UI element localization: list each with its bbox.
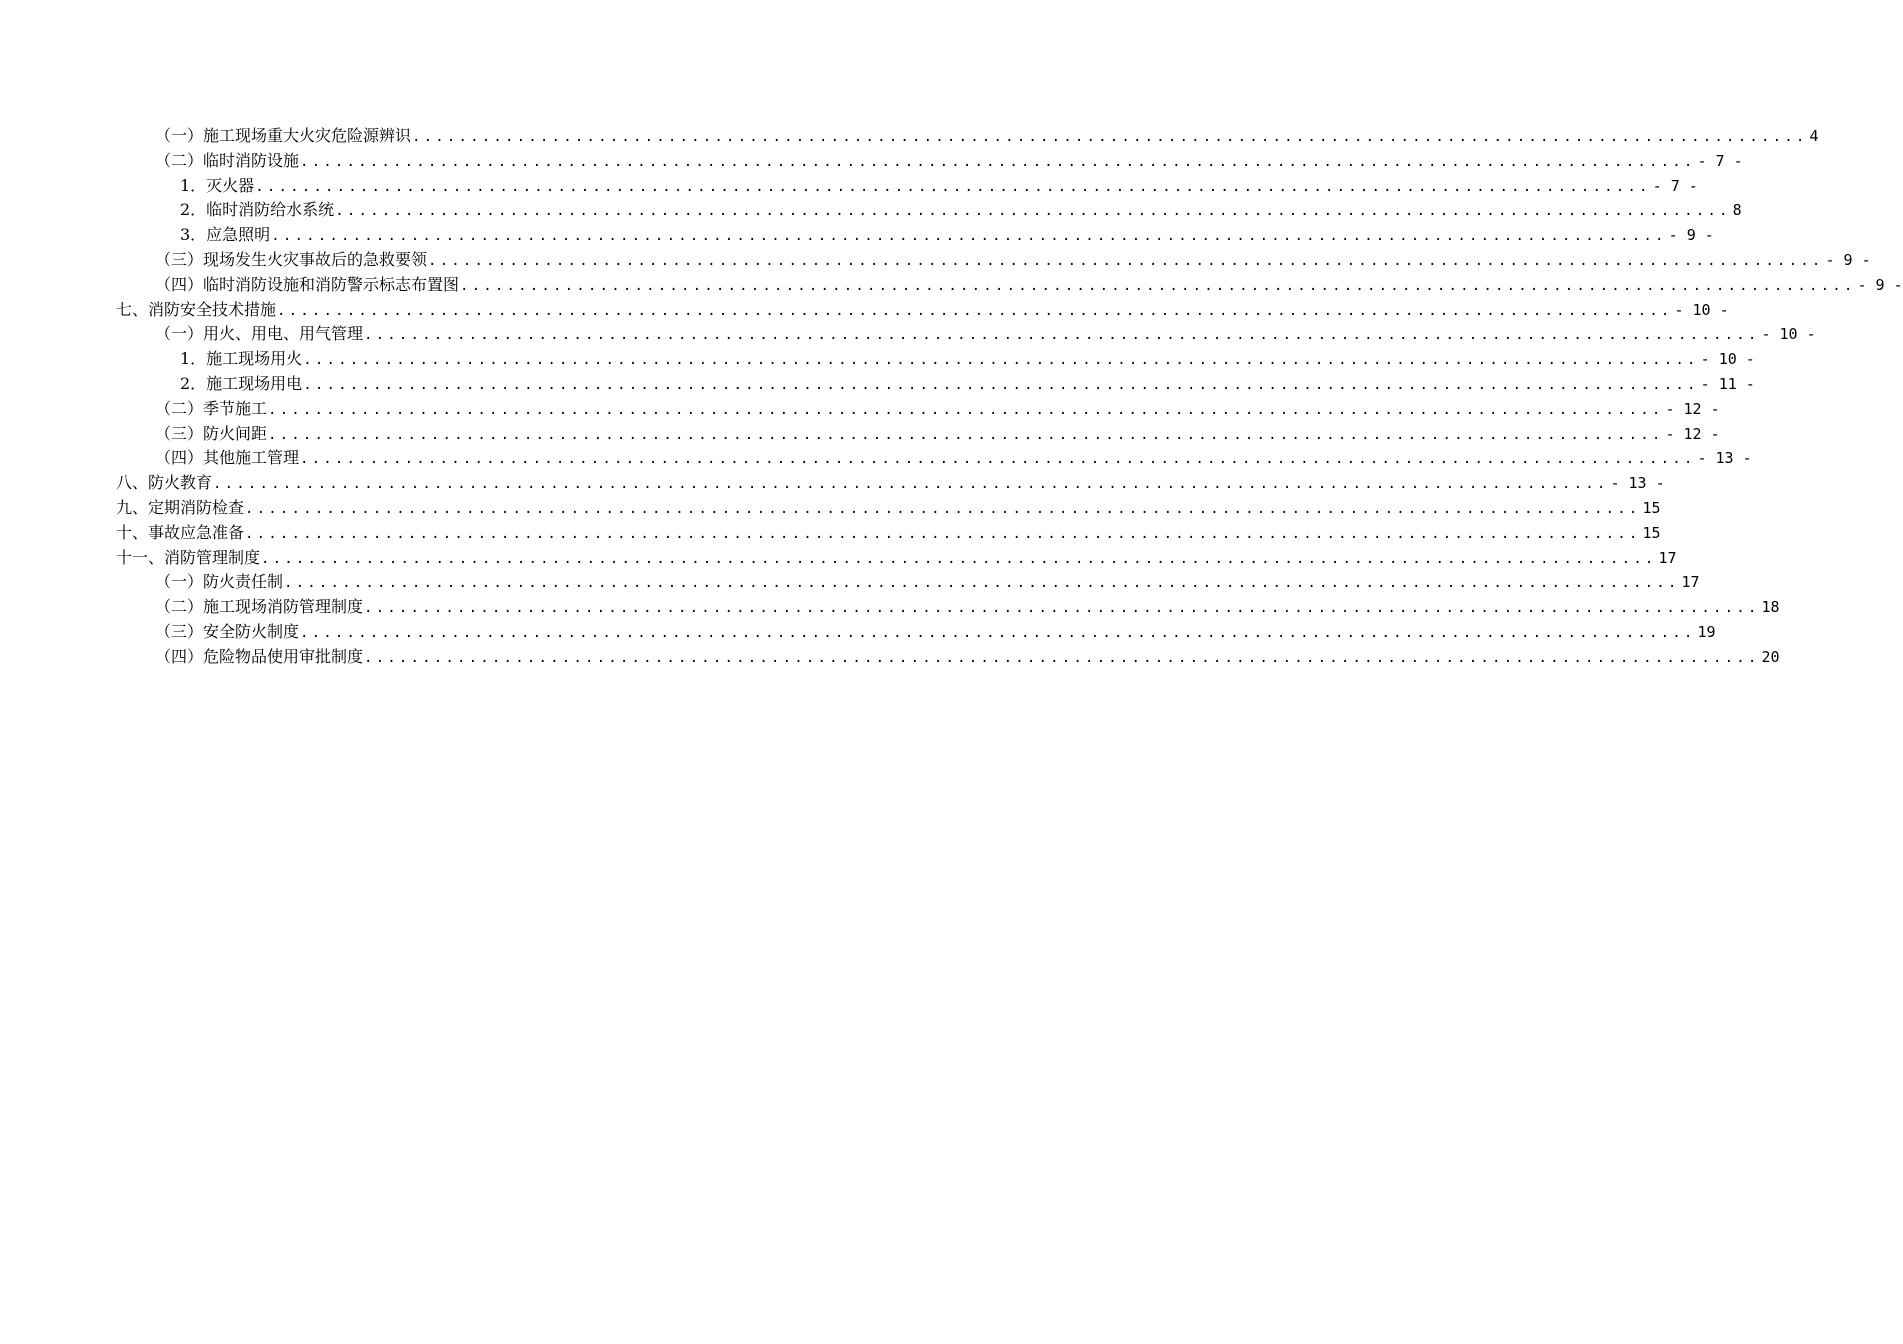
toc-entry-page: 17 — [1681, 573, 1700, 592]
toc-entry-title: 八、防火教育 — [116, 473, 213, 493]
toc-entry-title: 十一、消防管理制度 — [116, 547, 261, 567]
toc-entry-page: 20 — [1761, 647, 1780, 666]
toc-entry-page: 15 — [1642, 523, 1661, 542]
toc-entry[interactable] — [0, 546, 1677, 571]
toc-entry-page: 17 — [1658, 548, 1677, 567]
toc-entry-page: - 10 - — [1761, 325, 1816, 344]
toc-entry[interactable] — [0, 223, 1714, 248]
toc-entry-title: （四）其他施工管理 — [155, 448, 300, 468]
toc-entry-page: - 13 - — [1697, 449, 1752, 468]
toc-entry[interactable] — [0, 521, 1661, 546]
toc-dot-leader: ........................................................................................................................ — [303, 352, 1699, 369]
toc-dot-leader: ........................................................................................................................ — [300, 624, 1696, 641]
toc-entry-title: （三）安全防火制度 — [155, 621, 300, 641]
toc-entry-title: 九、定期消防检查 — [116, 497, 245, 517]
toc-dot-leader: ........................................................................................................................ — [271, 228, 1667, 245]
toc-entry[interactable] — [0, 347, 1755, 372]
toc-dot-leader: ........................................................................................................................ — [335, 203, 1731, 220]
toc-entry-page: - 12 - — [1665, 399, 1720, 418]
toc-dot-leader: ........................................................................................................................ — [268, 426, 1664, 443]
toc-entry-page: 4 — [1809, 127, 1819, 145]
toc-dot-leader: ........................................................................................................................ — [303, 376, 1699, 393]
toc-dot-leader: ........................................................................................................................ — [364, 327, 1760, 344]
toc-entry[interactable] — [0, 124, 1819, 149]
toc-entry[interactable] — [0, 620, 1716, 645]
toc-dot-leader: ........................................................................................................................ — [284, 575, 1680, 592]
toc-dot-leader: ........................................................................................................................ — [213, 476, 1609, 493]
toc-dot-leader: ........................................................................................................................ — [428, 252, 1824, 269]
toc-entry-page: - 7 - — [1652, 176, 1698, 195]
toc-entry-title: （二）临时消防设施 — [155, 150, 300, 170]
toc-entry[interactable] — [0, 322, 1816, 347]
toc-entry-title: 1．灭火器 — [180, 175, 255, 195]
toc-entry[interactable] — [0, 298, 1729, 323]
toc-dot-leader: ........................................................................................................................ — [460, 277, 1856, 294]
toc-dot-leader: ........................................................................................................................ — [268, 401, 1664, 418]
toc-entry-title: （四）危险物品使用审批制度 — [155, 646, 364, 666]
toc-entry[interactable] — [0, 496, 1661, 521]
toc-dot-leader: ........................................................................................................................ — [277, 302, 1673, 319]
toc-entry-page: - 9 - — [1825, 250, 1871, 269]
toc-entry[interactable] — [0, 198, 1742, 223]
toc-entry-title: 十、事故应急准备 — [116, 522, 245, 542]
toc-entry-title: （二）季节施工 — [155, 398, 268, 418]
toc-entry-page: - 13 - — [1610, 474, 1665, 493]
toc-entry[interactable] — [0, 273, 1903, 298]
toc-entry[interactable] — [0, 645, 1780, 670]
toc-entry[interactable] — [0, 174, 1698, 199]
toc-entry-page: - 7 - — [1697, 151, 1743, 170]
toc-entry-title: （四）临时消防设施和消防警示标志布置图 — [155, 274, 460, 294]
toc-entry-page: - 11 - — [1700, 374, 1755, 393]
toc-entry[interactable] — [0, 248, 1871, 273]
toc-entry-title: （一）防火责任制 — [155, 572, 284, 592]
toc-entry-page: 19 — [1697, 622, 1716, 641]
toc-entry[interactable] — [0, 446, 1752, 471]
toc-entry-title: 2．临时消防给水系统 — [180, 200, 335, 220]
toc-entry[interactable] — [0, 149, 1743, 174]
toc-entry[interactable] — [0, 397, 1720, 422]
toc-entry-page: - 9 - — [1668, 226, 1714, 245]
toc-entry[interactable] — [0, 570, 1700, 595]
toc-entry-title: 1．施工现场用火 — [180, 349, 303, 369]
toc-entry[interactable] — [0, 372, 1755, 397]
toc-entry-title: 七、消防安全技术措施 — [116, 299, 277, 319]
toc-entry-title: （一）施工现场重大火灾危险源辨识 — [155, 126, 412, 145]
toc-entry-page: 8 — [1732, 201, 1742, 220]
toc-entry-title: （二）施工现场消防管理制度 — [155, 597, 364, 617]
toc-entry-page: 15 — [1642, 498, 1661, 517]
toc-entry-page: 18 — [1761, 598, 1780, 617]
toc-dot-leader: ........................................................................................................................ — [255, 178, 1651, 195]
toc-entry-page: - 10 - — [1674, 300, 1729, 319]
toc-entry-title: （三）防火间距 — [155, 423, 268, 443]
toc-entry[interactable] — [0, 595, 1780, 620]
toc-dot-leader: ........................................................................................................................ — [364, 600, 1760, 617]
toc-dot-leader: ........................................................................................................................ — [364, 649, 1760, 666]
toc-dot-leader: ........................................................................................................................ — [300, 451, 1696, 468]
toc-dot-leader: ........................................................................................................................ — [245, 525, 1641, 542]
toc-entry-page: - 12 - — [1665, 424, 1720, 443]
toc-dot-leader: ........................................................................................................................ — [300, 153, 1696, 170]
toc-entry-title: 3．应急照明 — [180, 225, 271, 245]
table-of-contents — [0, 124, 1903, 670]
toc-entry[interactable] — [0, 422, 1720, 447]
toc-entry-title: （一）用火、用电、用气管理 — [155, 324, 364, 344]
toc-entry-title: 2．施工现场用电 — [180, 373, 303, 393]
toc-entry-page: - 9 - — [1857, 275, 1903, 294]
toc-dot-leader: ........................................................................................................................ — [412, 129, 1808, 145]
toc-dot-leader: ........................................................................................................................ — [245, 500, 1641, 517]
toc-entry[interactable] — [0, 471, 1665, 496]
toc-entry-title: （三）现场发生火灾事故后的急救要领 — [155, 249, 428, 269]
toc-entry-page: - 10 - — [1700, 350, 1755, 369]
toc-dot-leader: ........................................................................................................................ — [261, 550, 1657, 567]
